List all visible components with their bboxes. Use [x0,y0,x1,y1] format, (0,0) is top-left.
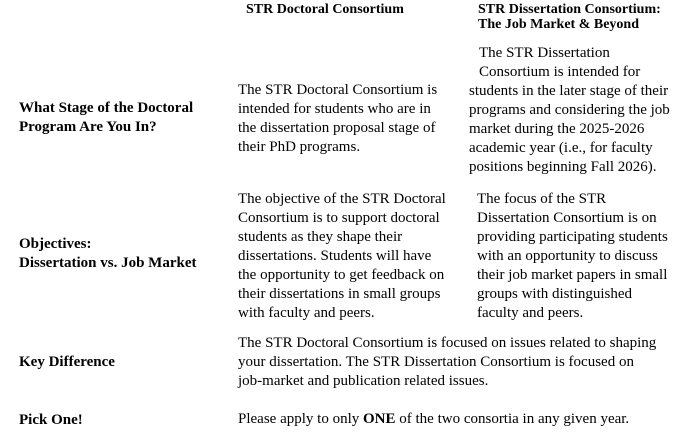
text-line: Dissertation Consortium is on [477,210,657,226]
pick-one-emphasis: ONE [362,411,396,427]
pick-one-text-after: of the two consortia in any given year. [395,411,630,427]
row-label-stage-line1: What Stage of the Doctoral [19,100,194,116]
text-line: faculty and peers. [477,305,584,321]
text-line: students in the later stage of their [469,83,669,99]
text-line: The objective of the STR Doctoral [238,191,446,207]
text-line: Consortium is intended for [479,64,641,80]
text-line: Consortium is to support doctoral [238,210,440,226]
text-line: groups with distinguished [477,286,633,302]
text-line: academic year (i.e., for faculty [469,140,653,156]
text-line: programs and considering the job [469,102,670,118]
text-line: their dissertations in small groups [238,286,441,302]
column-header-doctoral: STR Doctoral Consortium [246,2,404,17]
text-line: The STR Doctoral Consortium is focused on issues related to shaping [238,335,657,351]
stage-doctoral-text [238,81,437,157]
text-line: market during the 2025-2026 [469,121,645,137]
row-label-objectives-line2: Dissertation vs. Job Market [19,255,197,271]
row-label-stage [19,99,193,137]
text-line: their PhD programs. [238,139,361,155]
stage-dissertation-text [469,44,670,177]
text-line: intended for students who are in [238,101,431,117]
pick-one-text-before: Please apply to only [238,411,363,427]
text-line: students as they shape their [238,229,403,245]
column-header-dissertation-line1: STR Dissertation Consortium: [478,2,661,17]
text-line: providing participating students [477,229,668,245]
text-line: The STR Doctoral Consortium is [238,82,438,98]
column-header-dissertation-line2: The Job Market & Beyond [478,17,639,32]
row-label-stage-line2: Program Are You In? [19,119,157,135]
row-label-pick-one: Pick One! [19,412,83,428]
pick-one-text [238,410,629,429]
text-line: the opportunity to get feedback on [238,267,445,283]
row-label-objectives [19,235,196,273]
objectives-doctoral-text [238,190,446,323]
key-difference-text [238,334,656,391]
text-line: their job market papers in small [477,267,668,283]
text-line: positions beginning Fall 2026). [469,159,657,175]
text-line: The focus of the STR [477,191,607,207]
text-line: with an opportunity to discuss [477,248,658,264]
text-line: dissertations. Students will have [238,248,432,264]
column-header-dissertation [478,2,661,32]
text-line: the dissertation proposal stage of [238,120,436,136]
text-line: The STR Dissertation [479,45,610,61]
objectives-dissertation-text [477,190,668,323]
row-label-key-difference: Key Difference [19,354,115,370]
row-label-objectives-line1: Objectives: [19,236,92,252]
text-line: your dissertation. The STR Dissertation Consortium is focused on [238,354,634,370]
text-line: with faculty and peers. [238,305,375,321]
text-line: job-market and publication related issues. [238,373,489,389]
